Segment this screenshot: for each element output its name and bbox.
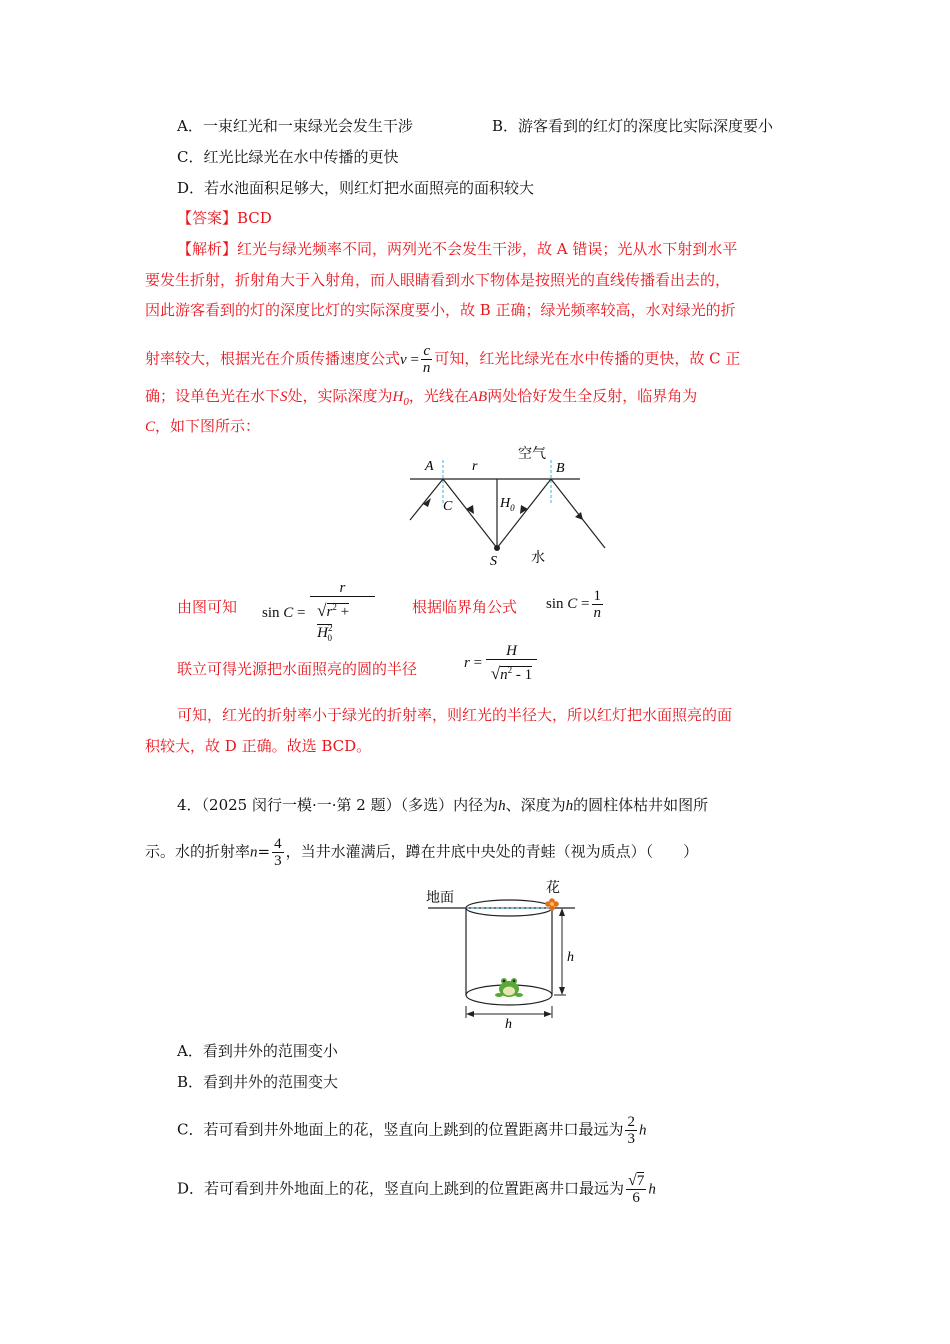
q3-option-c: C．红光比绿光在水中传播的更快 bbox=[177, 148, 399, 166]
fig1-label-air: 空气 bbox=[518, 446, 546, 462]
q4-stem-line-2 bbox=[145, 836, 698, 869]
radius-fraction bbox=[486, 643, 537, 683]
stem-text: 示。水的折射率 bbox=[145, 842, 251, 861]
formula-critical-angle: sin C = $\frac{1}{n}$ bbox=[546, 588, 601, 621]
fig2-label-h-side: h bbox=[567, 950, 574, 965]
sqrt-sign: √ bbox=[317, 601, 327, 620]
fig1-h-sub: 0 bbox=[510, 503, 515, 513]
sin-label: sin bbox=[546, 596, 564, 612]
speed-formula: v = $\frac{c}{n}$ bbox=[400, 343, 431, 376]
radicand-rest: - 1 bbox=[512, 667, 533, 683]
var-h: h bbox=[638, 1122, 647, 1139]
q3-answer: 【答案】BCD bbox=[177, 209, 272, 227]
fig2-label-flower: 花 bbox=[546, 880, 560, 896]
height-arrow-top bbox=[559, 908, 565, 916]
equals-sign: = bbox=[297, 604, 306, 621]
q3-explanation-line-5 bbox=[145, 386, 697, 412]
explanation-text: 射率较大，根据光在介质传播速度公式 bbox=[145, 349, 401, 368]
formula-fraction bbox=[421, 343, 433, 376]
var-s: S bbox=[280, 389, 288, 405]
sqrt-radicand: $n^2 - 1$ bbox=[500, 665, 533, 683]
arrow-4 bbox=[575, 512, 583, 520]
fig1-label-s: S bbox=[490, 554, 497, 569]
q3-explanation-line-6 bbox=[145, 416, 260, 437]
formula-numerator: c bbox=[423, 343, 430, 359]
formula-line-1-text: 由图可知 bbox=[177, 598, 238, 616]
var-c: C bbox=[283, 604, 294, 621]
explanation-tag: 【解析】 bbox=[177, 240, 238, 258]
fraction-numerator: 1 bbox=[593, 588, 601, 604]
radicand-h: H bbox=[317, 625, 329, 641]
var-h: h bbox=[565, 798, 574, 814]
q3-option-a: A．一束红光和一束绿光会发生干涉 bbox=[177, 117, 413, 135]
explanation-text: ，光线在 bbox=[408, 387, 469, 405]
fraction-numerator: 2 bbox=[627, 1114, 635, 1130]
fig1-label-b: B bbox=[556, 461, 565, 476]
formula-line-3-text: 联立可得光源把水面照亮的圆的半径 bbox=[177, 660, 418, 678]
q4-option-d bbox=[177, 1173, 656, 1206]
geometry-numerator: r bbox=[310, 580, 376, 597]
frog-icon bbox=[495, 978, 523, 997]
fraction-numerator bbox=[626, 1173, 646, 1190]
q4-option-b: B．看到井外的范围变大 bbox=[177, 1073, 339, 1091]
sin-label: sin bbox=[262, 604, 280, 621]
radicand-h-sub: 0 bbox=[327, 633, 333, 643]
stem-text: 、深度为 bbox=[505, 796, 566, 814]
var-n: n bbox=[250, 844, 258, 861]
fig2-label-h-bottom: h bbox=[505, 1017, 512, 1030]
formula-line-2-text: 根据临界角公式 bbox=[412, 598, 518, 616]
stem-text: 的圆柱体枯井如图所 bbox=[573, 796, 709, 814]
fig2-label-ground: 地面 bbox=[426, 890, 454, 906]
explanation-text: 可知，红光比绿光在水中传播的更快，故 C 正 bbox=[434, 349, 741, 368]
radicand: 7 bbox=[636, 1173, 645, 1189]
width-arrow-left bbox=[466, 1011, 474, 1017]
sqrt-radicand: $r^2 + H^2_0$ bbox=[317, 602, 350, 643]
var-r: r bbox=[464, 654, 470, 671]
var-h: h bbox=[498, 798, 506, 814]
ray-s-to-b bbox=[497, 479, 551, 548]
explanation-text: ，如下图所示： bbox=[155, 417, 261, 435]
radius-denominator bbox=[489, 660, 534, 683]
formula-v: v bbox=[400, 351, 407, 368]
fig1-h: H bbox=[500, 496, 511, 511]
critical-angle-fraction bbox=[592, 588, 604, 621]
stem-text: 4．（2025 闵行一模·一·第 2 题）（多选）内径为 bbox=[177, 796, 499, 814]
var-c: C bbox=[145, 419, 156, 435]
fraction-denominator: n bbox=[593, 605, 601, 621]
fig1-label-a: A bbox=[425, 459, 434, 474]
explanation-text: 红光与绿光频率不同，两列光不会发生干涉，故 A 错误；光从水下射到水平 bbox=[237, 240, 738, 258]
sqrt-sign: √ bbox=[628, 1172, 637, 1189]
well-diagram bbox=[420, 878, 585, 1030]
fraction-denominator: 3 bbox=[627, 1131, 635, 1147]
fraction-numerator: 4 bbox=[274, 836, 282, 852]
geometry-denominator bbox=[315, 597, 370, 646]
formula-radius: r = $\frac{H}{√n^2 - 1}$ bbox=[464, 643, 539, 683]
option-text: C．若可看到井外地面上的花，竖直向上跳到的位置距离井口最远为 bbox=[177, 1120, 624, 1139]
option-c-fraction bbox=[625, 1114, 637, 1147]
plus-sign: + bbox=[336, 604, 350, 620]
flower-icon bbox=[545, 898, 559, 911]
q3-explanation-line-4 bbox=[145, 343, 740, 376]
radius-numerator: H bbox=[486, 643, 537, 660]
q3-option-d: D．若水池面积足够大，则红灯把水面照亮的面积较大 bbox=[177, 179, 535, 197]
var-h: h bbox=[648, 1181, 656, 1198]
q3-explanation-line-3: 因此游客看到的灯的深度比灯的实际深度要小，故 B 正确；绿光频率较高，水对绿光的折 bbox=[145, 301, 736, 319]
explanation-text: 两处恰好发生全反射，临界角为 bbox=[487, 387, 698, 405]
radicand-r: r bbox=[326, 604, 333, 620]
option-text: D．若可看到井外地面上的花，竖直向上跳到的位置距离井口最远为 bbox=[177, 1179, 625, 1198]
reflected-ray-a bbox=[410, 479, 443, 520]
q4-option-c bbox=[177, 1114, 646, 1147]
var-h0: H bbox=[392, 389, 404, 405]
equals-sign: = bbox=[257, 842, 271, 861]
geometry-fraction bbox=[310, 580, 376, 646]
fraction-denominator: 3 bbox=[274, 853, 282, 869]
radicand-n: n bbox=[500, 667, 508, 683]
reflected-ray-b bbox=[551, 479, 605, 548]
refraction-diagram bbox=[400, 440, 615, 570]
fig1-label-c: C bbox=[443, 499, 453, 514]
fig1-label-water: 水 bbox=[531, 550, 545, 566]
explanation-text: 确；设单色光在水下 bbox=[145, 387, 281, 405]
sqrt-sign: √ bbox=[490, 664, 501, 683]
var-c: C bbox=[567, 596, 578, 612]
q3-option-b: B．游客看到的红灯的深度比实际深度要小 bbox=[492, 117, 774, 135]
height-arrow-bottom bbox=[559, 987, 565, 995]
width-arrow-right bbox=[544, 1011, 552, 1017]
fraction-denominator: 6 bbox=[632, 1190, 640, 1206]
q3-explanation-line-2: 要发生折射，折射角大于入射角，而人眼睛看到水下物体是按照光的直线传播看出去的， bbox=[145, 271, 731, 289]
refractive-index-fraction bbox=[272, 836, 284, 869]
q3-explanation-line-1 bbox=[177, 239, 737, 259]
formula-sin-c-geometry bbox=[262, 580, 377, 646]
q4-stem-line-1 bbox=[177, 795, 708, 816]
q3-conclusion-line-2: 积较大，故 D 正确。故选 BCD。 bbox=[145, 737, 372, 755]
option-d-fraction bbox=[626, 1173, 646, 1206]
q3-conclusion-line-1: 可知，红光的折射率小于绿光的折射率，则红光的半径大，所以红灯把水面照亮的面 bbox=[177, 706, 733, 724]
fig1-label-r: r bbox=[472, 459, 478, 474]
q4-option-a: A．看到井外的范围变小 bbox=[177, 1042, 338, 1060]
var-h0-sub: 0 bbox=[403, 396, 409, 408]
stem-text: ，当井水灌满后，蹲在井底中央处的青蛙（视为质点）（ ） bbox=[285, 842, 699, 861]
fig1-label-h0 bbox=[499, 496, 515, 513]
light-source-s bbox=[494, 545, 500, 551]
explanation-text: 处，实际深度为 bbox=[287, 387, 393, 405]
var-ab: AB bbox=[468, 389, 488, 405]
formula-denominator: n bbox=[422, 360, 431, 376]
